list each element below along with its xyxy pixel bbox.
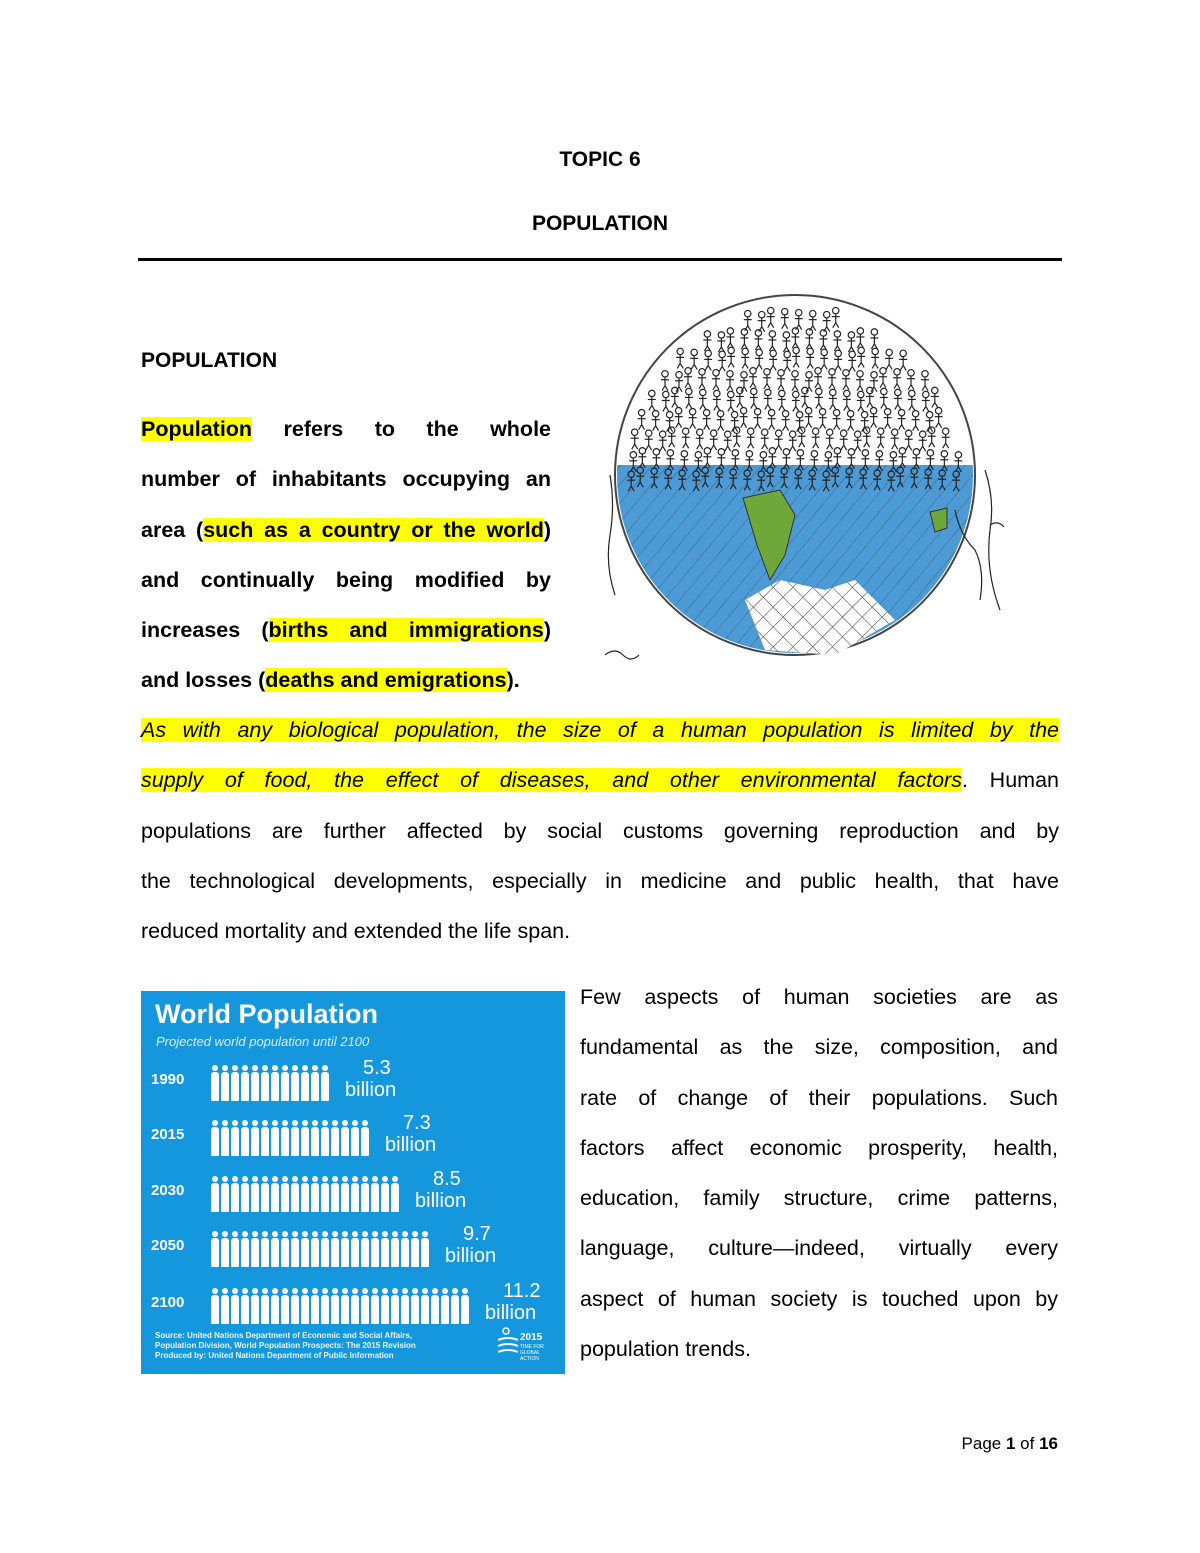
person-icon <box>431 1288 439 1324</box>
person-icon <box>291 1176 299 1212</box>
highlight: such as a country or the world <box>203 517 544 542</box>
person-icon <box>251 1231 259 1267</box>
header-divider <box>138 258 1062 261</box>
person-icon <box>211 1231 219 1267</box>
definition-line: increases (births and immigrations) <box>141 618 551 643</box>
person-icon <box>231 1288 239 1324</box>
definition-line: number of inhabitants occupying an <box>141 467 551 492</box>
person-icon <box>261 1176 269 1212</box>
paragraph-line: fundamental as the size, composition, and <box>580 1035 1058 1060</box>
person-icon <box>211 1120 219 1156</box>
person-icon <box>401 1288 409 1324</box>
person-icon <box>371 1176 379 1212</box>
highlight: deaths and emigrations <box>265 668 507 693</box>
person-icon <box>331 1120 339 1156</box>
person-icon <box>291 1231 299 1267</box>
population-row <box>151 1168 561 1214</box>
person-icon <box>211 1065 219 1101</box>
person-icon <box>311 1288 319 1324</box>
paragraph-line: language, culture—indeed, virtually every <box>580 1236 1058 1261</box>
page-number: Page 1 of 16 <box>961 1434 1058 1453</box>
row-year: 2015 <box>151 1126 185 1143</box>
person-icon <box>461 1288 469 1324</box>
person-icon <box>241 1231 249 1267</box>
person-icon <box>271 1288 279 1324</box>
person-icon <box>241 1065 249 1101</box>
definition-line: Population refers to the whole <box>141 417 551 441</box>
paragraph-line: aspect of human society is touched upon by <box>580 1286 1058 1311</box>
person-icon <box>241 1120 249 1156</box>
row-value: 11.2 billion <box>485 1280 541 1324</box>
person-icon <box>401 1231 409 1267</box>
paragraph-line: population trends. <box>580 1337 751 1362</box>
person-icon <box>331 1231 339 1267</box>
person-icon <box>251 1176 259 1212</box>
person-icon <box>301 1065 309 1101</box>
person-icon <box>351 1288 359 1324</box>
aspects-paragraph <box>580 972 1058 1374</box>
person-icon <box>311 1231 319 1267</box>
population-row <box>151 1112 561 1158</box>
person-icon <box>441 1288 449 1324</box>
person-icon <box>311 1065 319 1101</box>
definition-line: and continually being modified by <box>141 567 551 592</box>
person-icon <box>231 1065 239 1101</box>
person-icon <box>271 1065 279 1101</box>
person-icon <box>281 1065 289 1101</box>
paragraph-line: Few aspects of human societies are as <box>580 985 1058 1009</box>
row-value: 9.7 billion <box>445 1223 497 1267</box>
person-icon <box>301 1231 309 1267</box>
person-icon <box>421 1288 429 1324</box>
person-icon <box>261 1288 269 1324</box>
person-icon <box>221 1120 229 1156</box>
person-icon <box>351 1120 359 1156</box>
person-icon <box>411 1288 419 1324</box>
paragraph-line: the technological developments, especially in medicine and public health, that have <box>141 868 1059 893</box>
topic-title: POPULATION <box>531 212 669 235</box>
person-icon <box>381 1231 389 1267</box>
person-icon <box>261 1065 269 1101</box>
person-icon <box>321 1176 329 1212</box>
person-icon <box>241 1176 249 1212</box>
person-icon <box>361 1120 369 1156</box>
highlight: As with any biological population, the size of a human population is limited by the <box>141 718 1059 742</box>
person-icon <box>271 1231 279 1267</box>
person-icon <box>261 1120 269 1156</box>
highlight: supply of food, the effect of diseases, and other environmental factors <box>141 768 962 793</box>
highlight: births and immigrations <box>268 618 544 643</box>
row-value: 5.3 billion <box>345 1057 397 1101</box>
infographic-subtitle: Projected world population until 2100 <box>156 1034 370 1049</box>
infographic-source: Source: United Nations Department of Economic and Social Affairs, Population Division, World Population Prospects: The 2015 Revision Produced by: United Nations Department of Public Information <box>155 1331 416 1360</box>
person-icon <box>331 1176 339 1212</box>
section-heading: POPULATION <box>141 349 278 372</box>
person-icon <box>311 1120 319 1156</box>
row-year: 2050 <box>151 1237 185 1254</box>
person-icon <box>211 1176 219 1212</box>
term-highlight: Population <box>141 417 253 441</box>
person-icon <box>361 1176 369 1212</box>
topic-label: TOPIC 6 <box>559 148 641 171</box>
row-value: 7.3 billion <box>385 1112 437 1156</box>
person-icon <box>291 1288 299 1324</box>
people-icons <box>211 1120 369 1156</box>
paragraph-line: reduced mortality and extended the life span. <box>141 919 571 944</box>
person-icon <box>341 1120 349 1156</box>
person-icon <box>391 1176 399 1212</box>
population-row <box>151 1057 561 1103</box>
person-icon <box>281 1288 289 1324</box>
person-icon <box>351 1231 359 1267</box>
person-icon <box>321 1231 329 1267</box>
person-icon <box>221 1231 229 1267</box>
person-icon <box>391 1288 399 1324</box>
person-icon <box>281 1231 289 1267</box>
row-year: 1990 <box>151 1071 185 1088</box>
paragraph-line: supply of food, the effect of diseases, and other environmental factors. Human <box>141 768 1059 793</box>
people-icons <box>211 1231 429 1267</box>
population-row <box>151 1280 561 1326</box>
global-action-logo-icon: 2015 TIME FOR GLOBAL ACTION <box>496 1326 551 1366</box>
person-icon <box>361 1231 369 1267</box>
infographic-title: World Population <box>155 999 378 1029</box>
definition-paragraph <box>141 404 551 706</box>
person-icon <box>341 1231 349 1267</box>
people-icons <box>211 1176 399 1212</box>
paragraph-line: populations are further affected by social customs governing reproduction and by <box>141 818 1059 843</box>
person-icon <box>301 1176 309 1212</box>
population-row <box>151 1223 561 1269</box>
paragraph-line: factors affect economic prosperity, health, <box>580 1135 1058 1160</box>
row-year: 2100 <box>151 1294 185 1311</box>
person-icon <box>371 1231 379 1267</box>
person-icon <box>261 1231 269 1267</box>
person-icon <box>231 1231 239 1267</box>
person-icon <box>301 1288 309 1324</box>
person-icon <box>411 1231 419 1267</box>
people-icons <box>211 1065 329 1101</box>
person-icon <box>301 1120 309 1156</box>
person-icon <box>221 1065 229 1101</box>
person-icon <box>251 1065 259 1101</box>
limits-paragraph <box>141 705 1059 956</box>
person-icon <box>221 1176 229 1212</box>
globe-icon <box>595 290 1065 690</box>
people-icons <box>211 1288 469 1324</box>
person-icon <box>381 1288 389 1324</box>
person-icon <box>381 1176 389 1212</box>
person-icon <box>211 1288 219 1324</box>
person-icon <box>231 1120 239 1156</box>
person-icon <box>371 1288 379 1324</box>
definition-line: and losses (deaths and emigrations). <box>141 668 520 693</box>
person-icon <box>271 1120 279 1156</box>
person-icon <box>251 1288 259 1324</box>
person-icon <box>361 1288 369 1324</box>
person-icon <box>281 1120 289 1156</box>
row-value: 8.5 billion <box>415 1168 467 1212</box>
person-icon <box>341 1176 349 1212</box>
paragraph-line: rate of change of their populations. Such <box>580 1085 1058 1110</box>
paragraph-line <box>141 705 1059 755</box>
person-icon <box>251 1120 259 1156</box>
person-icon <box>291 1065 299 1101</box>
definition-line: area (such as a country or the world) <box>141 517 551 542</box>
person-icon <box>321 1065 329 1101</box>
person-icon <box>241 1288 249 1324</box>
person-icon <box>221 1288 229 1324</box>
person-icon <box>341 1288 349 1324</box>
row-year: 2030 <box>151 1182 185 1199</box>
person-icon <box>311 1176 319 1212</box>
person-icon <box>231 1176 239 1212</box>
person-icon <box>291 1120 299 1156</box>
person-icon <box>281 1176 289 1212</box>
paragraph-line: education, family structure, crime patterns, <box>580 1186 1058 1211</box>
person-icon <box>331 1288 339 1324</box>
overpopulated-globe-illustration <box>595 290 1065 690</box>
person-icon <box>271 1176 279 1212</box>
world-population-infographic <box>141 991 565 1374</box>
person-icon <box>421 1231 429 1267</box>
person-icon <box>391 1231 399 1267</box>
person-icon <box>321 1288 329 1324</box>
person-icon <box>451 1288 459 1324</box>
person-icon <box>321 1120 329 1156</box>
person-icon <box>351 1176 359 1212</box>
